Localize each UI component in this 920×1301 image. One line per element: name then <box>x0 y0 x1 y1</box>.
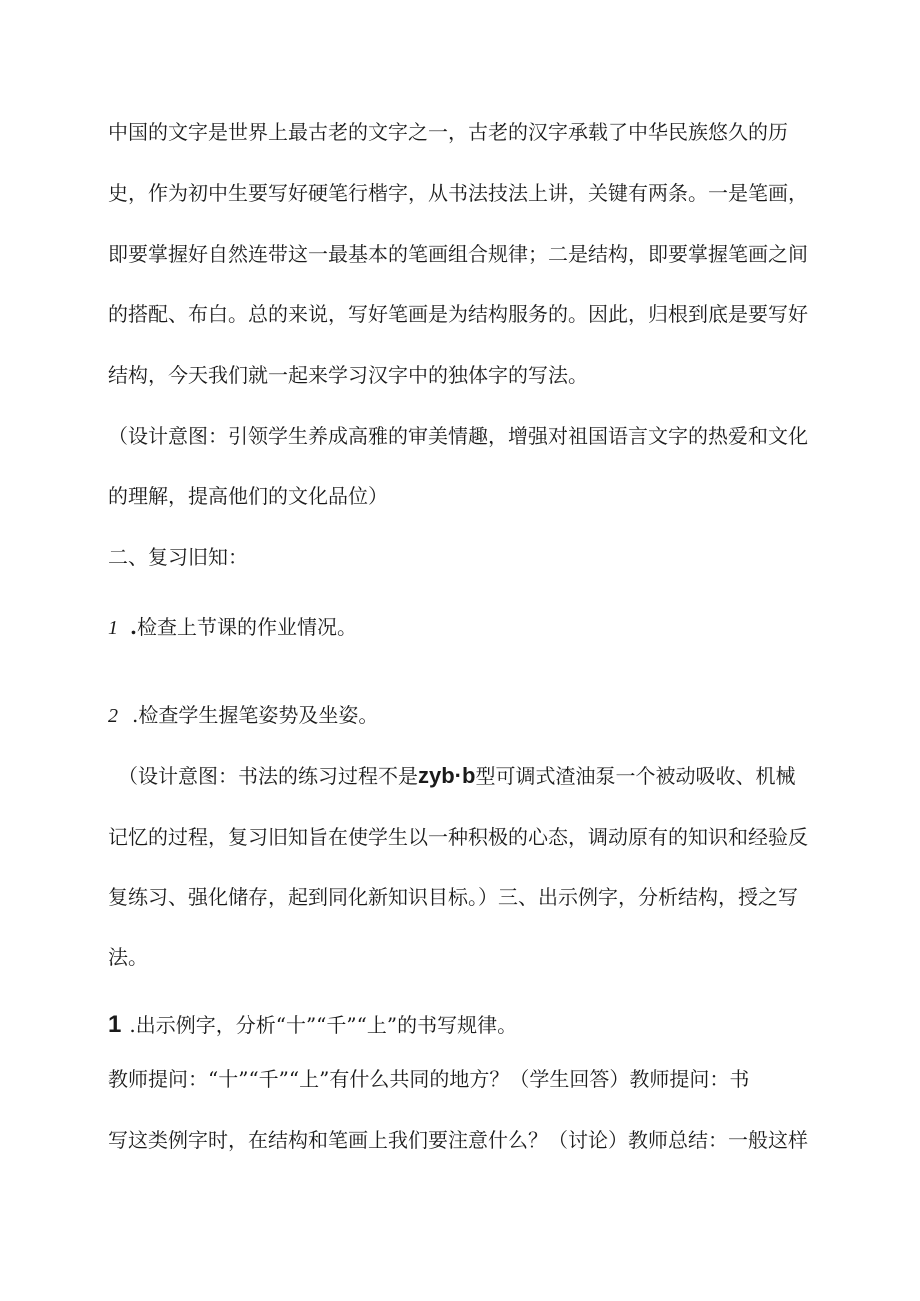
body-text-line: 写这类例字时，在结构和笔画上我们要注意什么？（讨论）教师总结：一般这样 <box>108 1128 808 1152</box>
design-note-line: 的理解，提高他们的文化品位） <box>108 484 388 508</box>
design-note-line: 记忆的过程，复习旧知旨在使学生以一种积极的心态，调动原有的知识和经验反 <box>108 825 808 849</box>
body-text-line: 即要掌握好自然连带这一最基本的笔画组合规律；二是结构，即要掌握笔画之间 <box>108 242 808 266</box>
review-item <box>108 615 357 640</box>
body-text-line: 结构，今天我们就一起来学习汉字中的独体字的写法。 <box>108 363 588 387</box>
body-text-line: 中国的文字是世界上最古老的文字之一，古老的汉字承载了中华民族悠久的历 <box>108 120 788 144</box>
design-note-text: 型可调式渣油泵一个被动吸收、机械 <box>475 764 796 788</box>
item-number: 2 <box>108 705 118 727</box>
item-text: 检查学生握笔姿势及坐姿。 <box>138 703 379 727</box>
model-code: zyb·b <box>418 763 476 788</box>
item-number: 1 <box>108 1011 122 1038</box>
design-note-line: 复练习、强化储存，起到同化新知识目标。）三、出示例字，分析结构，授之写 <box>108 885 798 909</box>
item-number: 1 <box>108 617 118 639</box>
body-text-line: 教师提问：“十”“千”“上”有什么共同的地方？（学生回答）教师提问：书 <box>108 1067 750 1091</box>
body-text-line: 史，作为初中生要写好硬笔行楷字，从书法技法上讲，关键有两条。一是笔画， <box>108 181 808 205</box>
design-note-line: （设计意图：引领学生养成高雅的审美情趣，增强对祖国语言文字的热爱和文化 <box>108 424 808 448</box>
item-text: .出示例字，分析“十”“千”“上”的书写规律。 <box>129 1013 518 1037</box>
design-note-text: （设计意图：书法的练习过程不是 <box>118 764 418 788</box>
item-separator: . <box>130 615 137 639</box>
item-separator: . <box>132 703 139 727</box>
section-heading: 二、复习旧知： <box>108 545 248 569</box>
design-note-line: 法。 <box>108 945 148 969</box>
review-item <box>108 703 378 728</box>
body-text-line: 的搭配、布白。总的来说，写好笔画是为结构服务的。因此，归根到底是要写好 <box>108 302 808 326</box>
design-note-line <box>118 764 795 788</box>
item-text: 检查上节课的作业情况。 <box>136 615 357 639</box>
section-item <box>108 1013 517 1037</box>
